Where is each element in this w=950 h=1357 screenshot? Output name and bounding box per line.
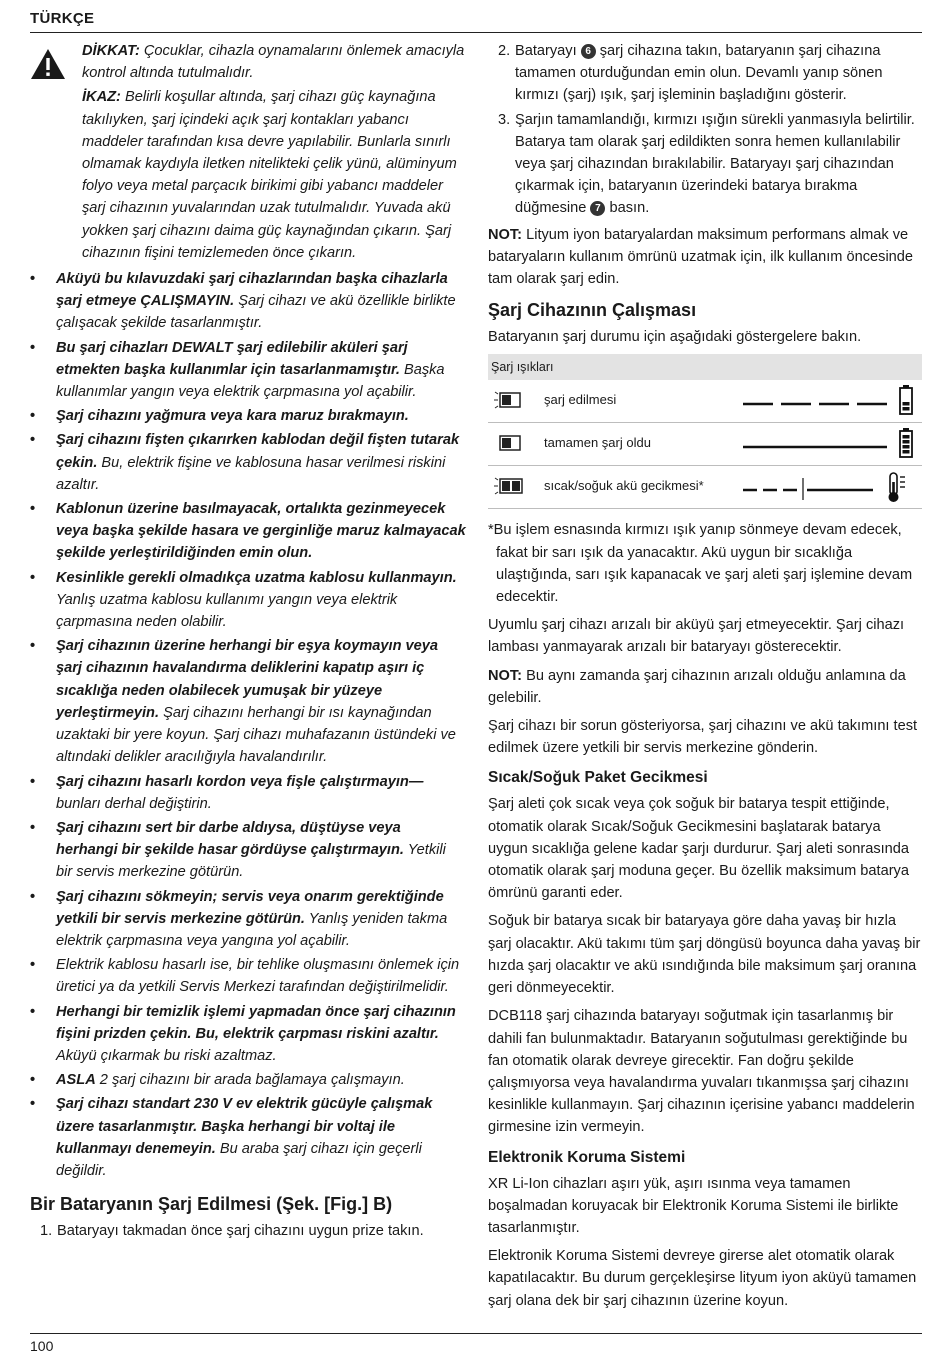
section-title-protection: Elektronik Koruma Sistemi <box>488 1148 686 1166</box>
warning-label: İKAZ: <box>82 89 121 106</box>
callout-badge: 7 <box>590 201 605 216</box>
warning-paragraph <box>82 86 466 264</box>
step-text: Bataryayı takmadan önce şarj cihazını uygun prize takın. <box>57 1223 424 1240</box>
caution-paragraph <box>82 40 466 84</box>
warning-triangle-icon <box>30 48 66 80</box>
footnote: *Bu işlem esnasında kırmızı ışık yanıp sönmeye devam edecek, fakat bir sarı ışık da yanacaktır. Akü uygun bir sıcaklığa ulaştığında, sarı ışık kapanacak ve şarj aleti şarj işlemine devam edecektir. <box>488 522 913 606</box>
row-label: tamamen şarj oldu <box>544 435 651 451</box>
table-header: Şarj ışıkları <box>488 354 922 380</box>
list-item: • Şarj cihazını sert bir darbe aldıysa, düştüyse veya herhangi bir şekilde hasar gördüyse çalıştırmayın. Yetkili bir servis merkezine götürün. <box>30 817 466 884</box>
list-item: • Şarj cihazını hasarlı kordon veya fişle çalıştırmayın— bunları derhal değiştirin. <box>30 771 466 815</box>
list-item: • Kablonun üzerine basılmayacak, ortalıkta gezinmeyecek veya başka şekilde hasara ve gerginliğe maruz kalmayacak şekilde yerleştirildiğinden emin olun. <box>30 498 466 565</box>
list-item: • Bu şarj cihazları DEWALT şarj edilebilir aküleri şarj etmekten başka kullanımlar için tasarlanmamıştır. Başka kullanımlar yangın veya elektrik çarpmasına yol açabilir. <box>30 337 466 404</box>
caution-text: Çocuklar, cihazla oynamalarını önlemek amacıyla kontrol altında tutulmalıdır. <box>82 43 465 82</box>
list-item: • Herhangi bir temizlik işlemi yapmadan önce şarj cihazının fişini prizden çekin. Bu, elektrik çarpması riskini azaltır. Aküyü çıkarmak bu riski azaltmaz. <box>30 1001 466 1068</box>
operation-intro: Bataryanın şarj durumu için aşağıdaki göstergelere bakın. <box>488 329 862 346</box>
step-2: 2. Bataryayı 6 şarj cihazına takın, bataryanın şarj cihazına tamamen oturduğundan emin olun. Devamlı yanıp sönen kırmızı (şarj) ışık, şarj işleminin başladığını gösterir. <box>488 40 922 107</box>
step-3: 3. Şarjın tamamlandığı, kırmızı ışığın sürekli yanmasıyla belirtilir. Batarya tam olarak şarj edildikten sonra hemen kullanılabilir veya şarj cihazından bırakılabilir. Bataryayı şarj cihazından çıkarmak için, bataryanın üzerindeki batarya bırakma düğmesine 7 basın. <box>488 109 922 220</box>
list-item: • Şarj cihazını yağmura veya kara maruz bırakmayın. <box>30 405 466 427</box>
paragraph: Şarj cihazı bir sorun gösteriyorsa, şarj cihazını ve akü takımını test edilmek üzere yetkili bir servis merkezine gönderin. <box>488 718 918 757</box>
dashed-line-indicator <box>743 384 923 418</box>
right-column <box>488 40 922 1318</box>
warning-text: Belirli koşullar altında, şarj cihazı güç kaynağına takılıyken, şarj içindeki açık şarj kontakları yabancı maddeler tarafından kısa devre yapılabilir. Bunlarla sınırlı olmamak kaydıyla iletken nitelikteki çelik yünü, alüminyum folyo veya metal parçacık birikimi gibi yabancı maddeler şarj cihazının yuvalarından uzak tutulmalıdır. Yuvada akü yokken şarj cihazını daima güç kaynağından çıkarın. Şarj cihazının fişini temizlemeden önce çıkarın. <box>82 89 457 261</box>
language-header: TÜRKÇE <box>30 10 95 27</box>
thermometer-icon <box>889 473 906 502</box>
row-label: şarj edilmesi <box>544 392 617 408</box>
list-item: • Şarj cihazı standart 230 V ev elektrik gücüyle çalışmak üzere tasarlanmıştır. Başka herhangi bir voltaj ile kullanmayı denemeyin. Bu araba şarj cihazı için geçerli değildir. <box>30 1093 466 1182</box>
charge-lights-table <box>488 354 922 509</box>
battery-charging-icon <box>900 385 912 414</box>
paragraph: Şarj aleti çok sıcak veya çok soğuk bir batarya tespit ettiğinde, otomatik olarak Sıcak/Soğuk Gecikmesini başlatarak batarya uygun sıcaklığa gelene kadar şarjı durdurur. Şarj aleti sonrasında otomatik olarak şarj moduna geçer. Bu özellik maksimum batarya ömrünü garanti eder. <box>488 796 910 902</box>
callout-badge: 6 <box>581 44 596 59</box>
paragraph: Uyumlu şarj cihazı arızalı bir aküyü şarj etmeyecektir. Şarj cihazı lambası yanmayarak arızalı bir bataryayı gösterecektir. <box>488 617 905 656</box>
step-1 <box>30 1220 466 1242</box>
footer-rule <box>30 1333 922 1334</box>
list-item: • Kesinlikle gerekli olmadıkça uzatma kablosu kullanmayın. Yanlış uzatma kablosu kullanımı yangın veya elektrik çarpmasına neden olabilir. <box>30 567 466 634</box>
page-number: 100 <box>30 1338 54 1354</box>
list-item: • Elektrik kablosu hasarlı ise, bir tehlike oluşmasını önlemek için üretici ya da yetkili Servis Merkezi tarafından değiştirilmelidir. <box>30 954 466 998</box>
led-solid-icon <box>494 433 524 453</box>
led-blinking-icon <box>494 390 524 410</box>
paragraph: DCB118 şarj cihazında bataryayı soğutmak için tasarlanmış bir dahili fan bulunmaktadır. Bataryanın soğutulması gerektiğinde bu fan otomatik olarak devreye girecektir. Fan doğru şekilde çalışmıyorsa veya havalandırma yuvaları tıkanmışsa şarj cihazını kesinlikle kullanmayın. Şarj cihazının içerisine yabancı maddelerin girmesine izin vermeyin. <box>488 1008 915 1136</box>
step-number: 2. <box>498 43 511 59</box>
step-number: 1. <box>40 1223 53 1240</box>
step-number: 3. <box>498 111 511 128</box>
paragraph: Elektronik Koruma Sistemi devreye girerse alet otomatik olarak kapatılacaktır. Bu durum gerçekleşirse lityum iyon aküyü tamamen şarj olana dek bir şarj cihazının üzerine koyun. <box>488 1248 917 1309</box>
caution-label: DİKKAT: <box>82 43 140 59</box>
section-title-hot-cold: Sıcak/Soğuk Paket Gecikmesi <box>488 769 708 787</box>
solid-line-indicator <box>743 427 923 461</box>
list-item: • Şarj cihazının üzerine herhangi bir eşya koymayın veya şarj cihazının havalandırma deliklerini kapatıp aşırı iç sıcaklığa neden olabilecek yumuşak bir yüzeye yerleştirmeyin. Şarj cihazını herhangi bir ısı kaynağından uzaktaki bir yere koyun. Şarj cihazı muhafazanın üstündeki ve altındaki delikler aracılığıyla havalandırılır. <box>30 635 466 768</box>
led-double-icon <box>494 476 524 496</box>
section-title-charging: Bir Bataryanın Şarj Edilmesi (Şek. [Fig.] B) <box>30 1194 393 1215</box>
safety-bullet-list <box>30 268 466 1182</box>
paragraph: Soğuk bir batarya sıcak bir bataryaya göre daha yavaş bir hızla şarj olacaktır. Akü takımı tüm şarj döngüsü boyunca daha yavaş bir hızda şarj olacaktır ve akü ısındığında bile maksimum şarj oranına geri dönmeyecektir. <box>488 913 921 997</box>
note-paragraph: NOT: Lityum iyon bataryalardan maksimum performans almak ve bataryaların kullanım ömrünü uzatmak için, ilk kullanım öncesinde tam olarak şarj edin. <box>488 226 914 288</box>
left-column <box>30 40 466 1244</box>
list-item: • Şarj cihazını sökmeyin; servis veya onarım gerektiğinde yetkili bir servis merkezine götürün. Yanlış yeniden takma elektrik çarpmasına veya yangına yol açabilir. <box>30 886 466 953</box>
delay-line-indicator <box>743 470 923 504</box>
battery-full-icon <box>900 428 912 457</box>
table-row <box>488 423 922 466</box>
section-title-operation: Şarj Cihazının Çalışması <box>488 300 697 321</box>
paragraph: XR Li-Ion cihazları aşırı yük, aşırı ısınma veya tamamen boşalmadan koruyacak bir Elektronik Koruma Sistemi ile birlikte tasarlanmıştır. <box>488 1175 899 1236</box>
table-row <box>488 466 922 509</box>
note-paragraph: NOT: Bu aynı zamanda şarj cihazının arızalı olduğu anlamına da gelebilir. <box>488 667 906 706</box>
row-label: sıcak/soğuk akü gecikmesi* <box>544 478 704 494</box>
list-item: • ASLA 2 şarj cihazını bir arada bağlamaya çalışmayın. <box>30 1069 466 1091</box>
table-row <box>488 380 922 423</box>
warning-block <box>30 40 466 264</box>
list-item: • Aküyü bu kılavuzdaki şarj cihazlarından başka cihazlarla şarj etmeye ÇALIŞMAYIN. Şarj cihazı ve akü özellikle birlikte çalışacak şekilde tasarlanmıştır. <box>30 268 466 335</box>
list-item: • Şarj cihazını fişten çıkarırken kablodan değil fişten tutarak çekin. Bu, elektrik fişine ve kablosuna hasar verilmesi riskini azaltır. <box>30 429 466 496</box>
header-rule <box>30 32 922 33</box>
